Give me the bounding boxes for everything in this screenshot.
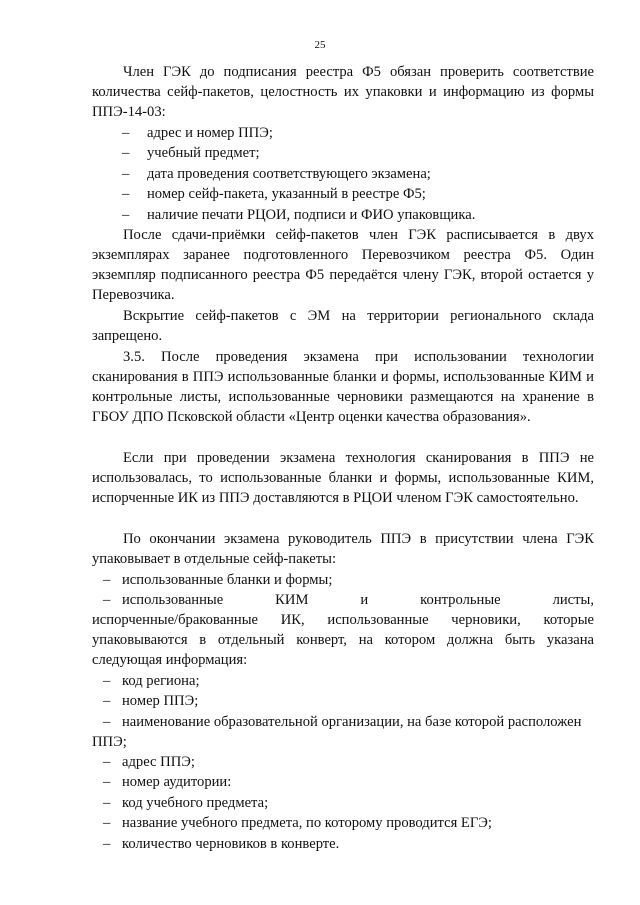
list-item: – код учебного предмета;: [103, 795, 269, 811]
list-item: – название учебного предмета, по которому проводится ЕГЭ;: [103, 815, 492, 831]
paragraph-packing: По окончании экзамена руководитель ППЭ в присутствии члена ГЭК упаковывает в отдельные сейф-пакеты:: [92, 531, 594, 567]
page-number: 25: [314, 39, 326, 51]
paragraph-opening-forbidden: Вскрытие сейф-пакетов с ЭМ на территории регионального склада запрещено.: [92, 308, 594, 344]
list-item-continuation: испорченные/бракованные ИК, использованные черновики, которые упаковываются в отдельный конверт, на котором должна быть указана следующая информация:: [92, 612, 594, 668]
paragraph-handover: После сдачи-приёмки сейф-пакетов член ГЭК расписывается в двух экземплярах заранее подготовленного Перевозчиком реестра Ф5. Один экземпляр подписанного реестра Ф5 передаётся члену ГЭК, второй остается у Перевозчика.: [92, 227, 594, 303]
paragraph-gek-check: Член ГЭК до подписания реестра Ф5 обязан проверить соответствие количества сейф-пакетов, целостность их упаковки и информацию из формы ППЭ-14-03:: [92, 64, 594, 120]
list-item: – адрес ППЭ;: [103, 754, 195, 770]
list-item: – дата проведения соответствующего экзамена;: [122, 166, 431, 182]
paragraph-no-scanning: Если при проведении экзамена технология сканирования в ППЭ не использовалась, то использованные бланки и формы, использованные КИМ, испорченные ИК из ППЭ доставляются в РЦОИ членом ГЭК самостоятельно.: [92, 450, 594, 506]
list-item: – номер сейф-пакета, указанный в реестре Ф5;: [122, 186, 426, 202]
list-item: – код региона;: [103, 673, 200, 689]
list-item: – использованные бланки и формы;: [103, 572, 333, 588]
list-item: – номер аудитории:: [103, 774, 232, 790]
list-item-first-line: – наименование образовательной организации, на базе которой расположен: [103, 714, 582, 730]
list-item: – количество черновиков в конверте.: [103, 836, 340, 852]
list-item-first-line: – использованные КИМ и контрольные листы,: [103, 592, 594, 608]
list-item-continuation: ППЭ;: [92, 734, 127, 750]
paragraph-section-3-5: 3.5. После проведения экзамена при использовании технологии сканирования в ППЭ использованные бланки и формы, использованные КИМ и контрольные листы, использованные черновики размещаются на хранение в ГБОУ ДПО Псковской области «Центр оценки качества образования».: [92, 349, 594, 425]
list-item: – номер ППЭ;: [103, 693, 199, 709]
list-item: – адрес и номер ППЭ;: [122, 125, 273, 141]
list-item: – наличие печати РЦОИ, подписи и ФИО упаковщика.: [122, 207, 476, 223]
list-item: – учебный предмет;: [122, 145, 260, 161]
